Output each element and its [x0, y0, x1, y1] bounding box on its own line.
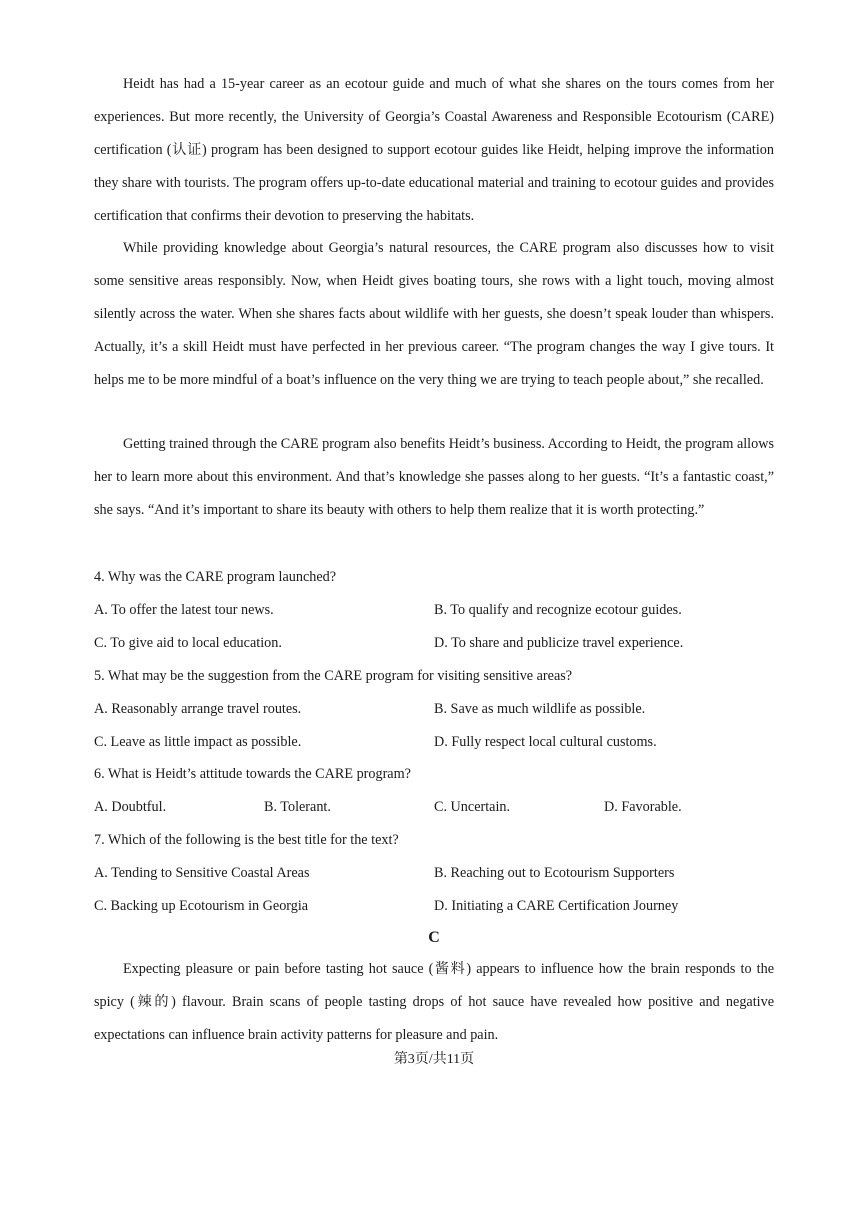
- question-stem: 6. What is Heidt’s attitude towards the CARE program?: [94, 766, 411, 782]
- answer-option: A. Doubtful.: [94, 799, 167, 815]
- passage-paragraph: Getting trained through the CARE program also benefits Heidt’s business. According to Heidt, the program allows her to learn more about this environment. And that’s knowledge she passes along to her guests. “It’s a fantastic coast,” she says. “And it’s important to share its beauty with others to help them realize that it is worth protecting.”: [94, 436, 774, 519]
- passage-paragraph: While providing knowledge about Georgia’s natural resources, the CARE program also discusses how to visit some sensitive areas responsibly. Now, when Heidt gives boating tours, she rows with a light touch, moving almost silently across the water. When she shares facts about wildlife with her guests, she doesn’t speak louder than whispers. Actually, it’s a skill Heidt must have perfected in her previous career. “The program changes the way I give tours. It helps me to be more mindful of a boat’s influence on the very thing we are trying to teach people about,” she recalled.: [94, 240, 774, 389]
- answer-option: D. To share and publicize travel experience.: [434, 635, 684, 651]
- answer-option: B. Reaching out to Ecotourism Supporters: [434, 865, 675, 881]
- passage-paragraph: Heidt has had a 15-year career as an ecotour guide and much of what she shares on the tours comes from her experiences. But more recently, the University of Georgia’s Coastal Awareness and Responsible Ecotourism (CARE) certification (认证) program has been designed to support ecotour guides like Heidt, helping improve the information they share with tourists. The program offers up-to-date educational material and training to ecotour guides and provides certification that confirms their devotion to preserving the habitats.: [94, 76, 774, 225]
- answer-option: B. Save as much wildlife as possible.: [434, 701, 646, 717]
- question-stem: 7. Which of the following is the best title for the text?: [94, 832, 399, 848]
- section-heading: C: [428, 929, 440, 946]
- answer-option: D. Favorable.: [604, 799, 682, 815]
- answer-option: C. To give aid to local education.: [94, 635, 282, 651]
- answer-option: A. Tending to Sensitive Coastal Areas: [94, 865, 310, 881]
- passage-paragraph: Expecting pleasure or pain before tasting hot sauce (酱料) appears to influence how the brain responds to the spicy (辣的) flavour. Brain scans of people tasting drops of hot sauce have revealed how positive and negative expectations can influence brain activity patterns for pleasure and pain.: [94, 961, 774, 1044]
- answer-option: B. Tolerant.: [264, 799, 331, 815]
- answer-option: C. Leave as little impact as possible.: [94, 734, 302, 750]
- answer-option: B. To qualify and recognize ecotour guides.: [434, 602, 682, 618]
- answer-option: C. Uncertain.: [434, 799, 511, 815]
- answer-option: A. Reasonably arrange travel routes.: [94, 701, 302, 717]
- answer-option: A. To offer the latest tour news.: [94, 602, 274, 618]
- answer-option: C. Backing up Ecotourism in Georgia: [94, 898, 309, 914]
- page-number: 第3页/共11页: [393, 1052, 475, 1067]
- answer-option: D. Fully respect local cultural customs.: [434, 734, 657, 750]
- answer-option: D. Initiating a CARE Certification Journey: [434, 898, 679, 914]
- question-stem: 4. Why was the CARE program launched?: [94, 569, 337, 585]
- question-stem: 5. What may be the suggestion from the CARE program for visiting sensitive areas?: [94, 668, 573, 684]
